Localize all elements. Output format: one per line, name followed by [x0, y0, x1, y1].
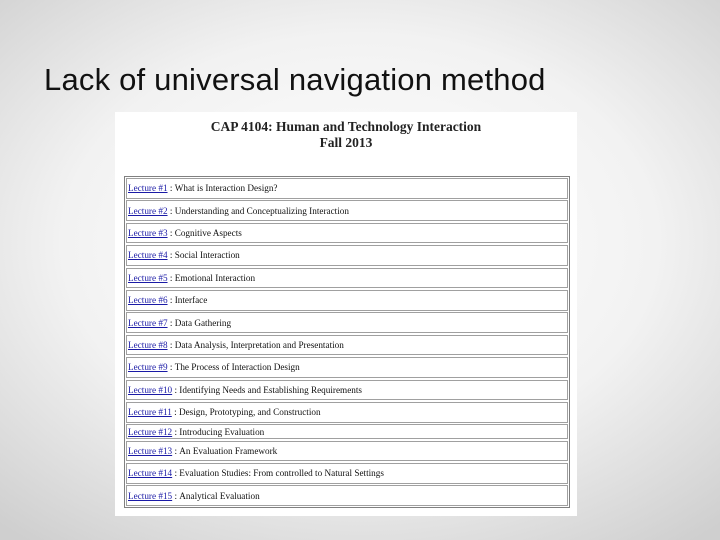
lecture-table [124, 176, 570, 508]
lecture-row [126, 402, 568, 423]
lecture-topic: Analytical Evaluation [179, 490, 260, 501]
lecture-row [126, 485, 568, 506]
lecture-link[interactable]: Lecture #5 [128, 272, 168, 283]
lecture-topic: Data Gathering [174, 317, 232, 328]
lecture-row [126, 463, 568, 484]
lecture-topic: The Process of Interaction Design [174, 362, 300, 373]
lecture-link[interactable]: Lecture #8 [128, 340, 168, 351]
lecture-topic: What is Interaction Design? [174, 183, 278, 194]
lecture-row [126, 380, 568, 401]
separator: : [167, 317, 175, 328]
separator: : [167, 228, 175, 239]
lecture-topic: Data Analysis, Interpretation and Presentation [174, 340, 344, 351]
separator: : [167, 340, 175, 351]
lecture-topic: Cognitive Aspects [174, 228, 242, 239]
separator: : [172, 468, 180, 479]
lecture-topic: Identifying Needs and Establishing Requirements [179, 384, 362, 395]
lecture-link[interactable]: Lecture #13 [128, 445, 173, 456]
lecture-link[interactable]: Lecture #3 [128, 228, 168, 239]
lecture-row [126, 290, 568, 311]
separator: : [167, 295, 175, 306]
lecture-row [126, 424, 568, 439]
lecture-topic: Interface [174, 295, 208, 306]
separator: : [167, 205, 175, 216]
webpage-screenshot [115, 112, 577, 516]
lecture-link[interactable]: Lecture #11 [128, 407, 172, 418]
lecture-row [126, 335, 568, 356]
page-heading [115, 119, 577, 151]
lecture-link[interactable]: Lecture #15 [128, 490, 173, 501]
course-term: Fall 2013 [319, 135, 373, 150]
separator: : [167, 183, 175, 194]
separator: : [171, 407, 179, 418]
separator: : [172, 426, 180, 437]
lecture-row [126, 357, 568, 378]
separator: : [172, 445, 180, 456]
lecture-row [126, 245, 568, 266]
lecture-topic: Evaluation Studies: From controlled to Natural Settings [179, 468, 384, 479]
lecture-row [126, 268, 568, 289]
lecture-link[interactable]: Lecture #4 [128, 250, 168, 261]
lecture-row [126, 178, 568, 199]
lecture-link[interactable]: Lecture #14 [128, 468, 173, 479]
separator: : [167, 272, 175, 283]
lecture-topic: Emotional Interaction [174, 272, 256, 283]
lecture-row [126, 200, 568, 221]
lecture-topic: Social Interaction [174, 250, 240, 261]
lecture-row [126, 223, 568, 244]
lecture-topic: Design, Prototyping, and Construction [178, 407, 321, 418]
lecture-row [126, 441, 568, 462]
lecture-link[interactable]: Lecture #12 [128, 426, 173, 437]
lecture-link[interactable]: Lecture #9 [128, 362, 168, 373]
lecture-link[interactable]: Lecture #10 [128, 384, 173, 395]
slide-title: Lack of universal navigation method [44, 62, 546, 97]
lecture-link[interactable]: Lecture #1 [128, 183, 168, 194]
lecture-topic: Understanding and Conceptualizing Interaction [174, 205, 349, 216]
separator: : [172, 490, 180, 501]
lecture-link[interactable]: Lecture #7 [128, 317, 168, 328]
lecture-topic: An Evaluation Framework [179, 445, 278, 456]
lecture-link[interactable]: Lecture #2 [128, 205, 168, 216]
lecture-topic: Introducing Evaluation [179, 426, 265, 437]
lecture-row [126, 312, 568, 333]
course-title: CAP 4104: Human and Technology Interaction [210, 119, 482, 134]
separator: : [167, 250, 175, 261]
separator: : [167, 362, 175, 373]
lecture-link[interactable]: Lecture #6 [128, 295, 168, 306]
separator: : [172, 384, 180, 395]
